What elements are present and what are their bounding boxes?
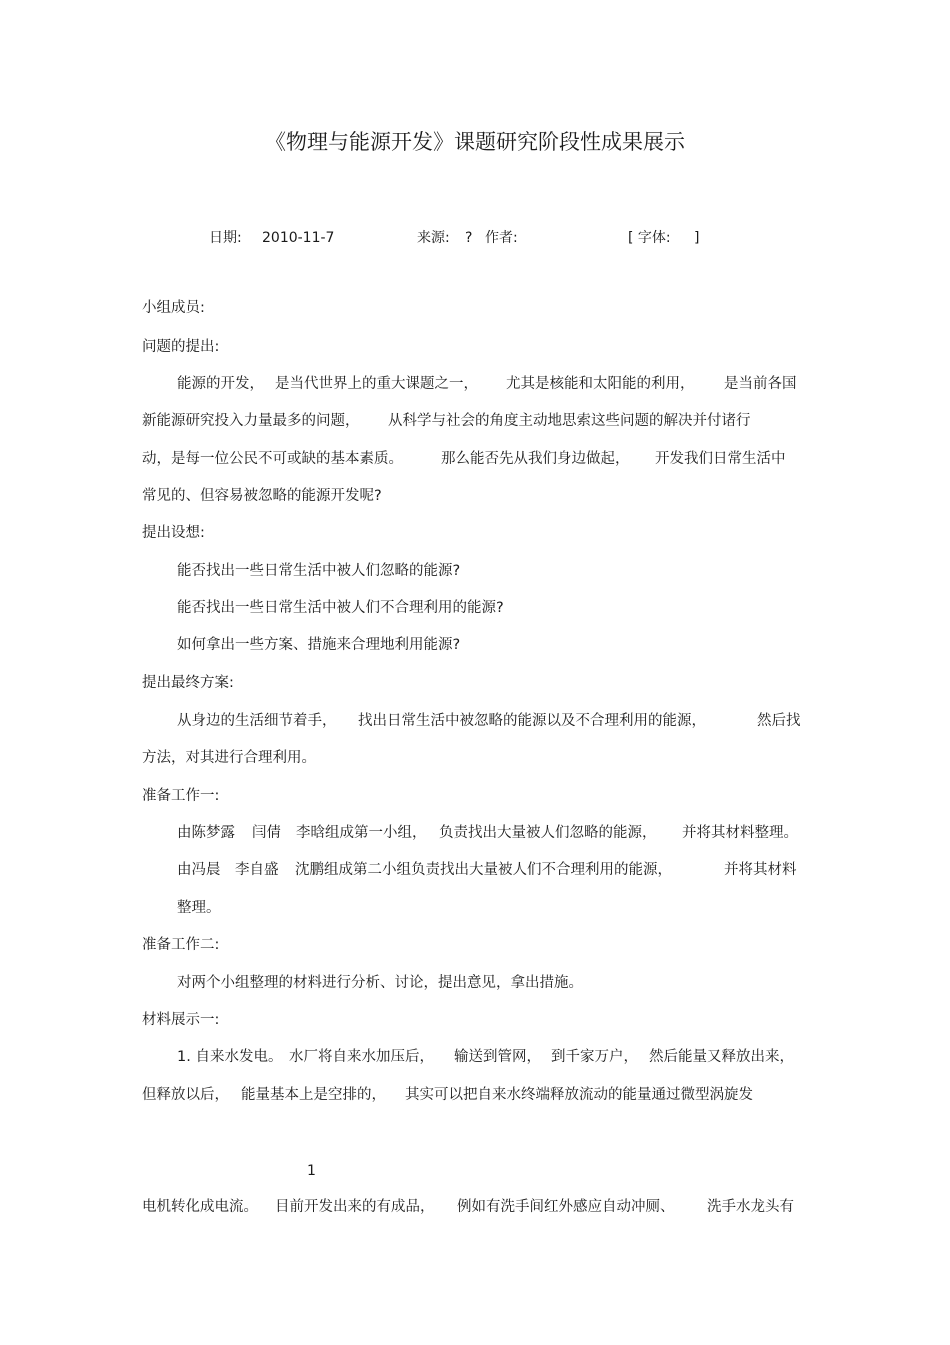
paragraph-text: 但释放以后， <box>142 1087 229 1103</box>
section-heading-preparation-2: 准备工作二: <box>142 937 220 953</box>
paragraph-text: 是当代世界上的重大课题之一， <box>275 376 478 392</box>
paragraph-text: 其实可以把自来水终端释放流动的能量通过微型涡旋发 <box>405 1087 753 1103</box>
author-label: 作者: <box>485 230 518 246</box>
page-title: 《物理与能源开发》课题研究阶段性成果展示 <box>265 130 685 154</box>
paragraph-text: 然后能量又释放出来， <box>649 1049 794 1065</box>
paragraph-text: 新能源研究投入力量最多的问题， <box>142 413 360 429</box>
section-heading-final-plan: 提出最终方案: <box>142 675 234 691</box>
paragraph-text: 由冯晨 <box>177 862 221 878</box>
paragraph-text: 找出日常生活中被忽略的能源以及不合理利用的能源， <box>358 713 706 729</box>
paragraph-text: 然后找 <box>757 713 801 729</box>
paragraph-text: 沈鹏组成第二小组负责找出大量被人们不合理利用的能源， <box>295 862 672 878</box>
section-heading-hypothesis: 提出设想: <box>142 525 205 541</box>
font-size-close: ] <box>694 230 700 246</box>
page-number: 1 <box>307 1163 316 1179</box>
paragraph-text: 常见的、但容易被忽略的能源开发呢? <box>142 488 382 504</box>
paragraph-text: 洗手水龙头有 <box>707 1199 794 1215</box>
paragraph-text: 是当前各国 <box>724 376 797 392</box>
paragraph-text: 李晗组成第一小组， <box>296 825 427 841</box>
section-heading-material-1: 材料展示一: <box>142 1012 220 1028</box>
paragraph-text: 从科学与社会的角度主动地思索这些问题的解决并付诸行 <box>388 413 751 429</box>
paragraph-text: 动，是每一位公民不可或缺的基本素质。 <box>142 451 403 467</box>
paragraph-text: 由陈梦露 <box>177 825 235 841</box>
paragraph-text: 整理。 <box>177 900 221 916</box>
source-value: ? <box>465 230 473 246</box>
date-label: 日期: <box>209 230 242 246</box>
source-label: 来源: <box>417 230 450 246</box>
paragraph-text: 并将其材料整理。 <box>682 825 798 841</box>
paragraph-text: 开发我们日常生活中 <box>655 451 786 467</box>
paragraph-text: 1. 自来水发电。 <box>177 1049 283 1065</box>
paragraph-text: 对两个小组整理的材料进行分析、讨论，提出意见，拿出措施。 <box>177 975 583 991</box>
hypothesis-item: 能否找出一些日常生活中被人们不合理利用的能源? <box>177 600 504 616</box>
paragraph-text: 电机转化成电流。 <box>142 1199 258 1215</box>
hypothesis-item: 如何拿出一些方案、措施来合理地利用能源? <box>177 637 461 653</box>
section-heading-members: 小组成员: <box>142 300 205 316</box>
paragraph-text: 李自盛 <box>235 862 279 878</box>
font-size-open: [ 字体: <box>628 230 671 246</box>
paragraph-text: 水厂将自来水加压后， <box>289 1049 434 1065</box>
paragraph-text: 从身边的生活细节着手， <box>177 713 337 729</box>
paragraph-text: 例如有洗手间红外感应自动冲厕、 <box>457 1199 675 1215</box>
paragraph-text: 负责找出大量被人们忽略的能源， <box>439 825 657 841</box>
paragraph-text: 那么能否先从我们身边做起， <box>441 451 630 467</box>
paragraph-text: 能量基本上是空排的， <box>241 1087 386 1103</box>
paragraph-text: 到千家万户， <box>551 1049 638 1065</box>
paragraph-text: 并将其材料 <box>724 862 797 878</box>
paragraph-text: 目前开发出来的有成品， <box>275 1199 435 1215</box>
paragraph-text: 尤其是核能和太阳能的利用， <box>506 376 695 392</box>
section-heading-question: 问题的提出: <box>142 339 220 355</box>
hypothesis-item: 能否找出一些日常生活中被人们忽略的能源? <box>177 563 461 579</box>
paragraph-text: 输送到管网， <box>454 1049 541 1065</box>
paragraph-text: 能源的开发， <box>177 376 264 392</box>
paragraph-text: 方法，对其进行合理利用。 <box>142 750 316 766</box>
section-heading-preparation-1: 准备工作一: <box>142 788 220 804</box>
paragraph-text: 闫倩 <box>252 825 281 841</box>
date-value: 2010-11-7 <box>262 230 335 246</box>
